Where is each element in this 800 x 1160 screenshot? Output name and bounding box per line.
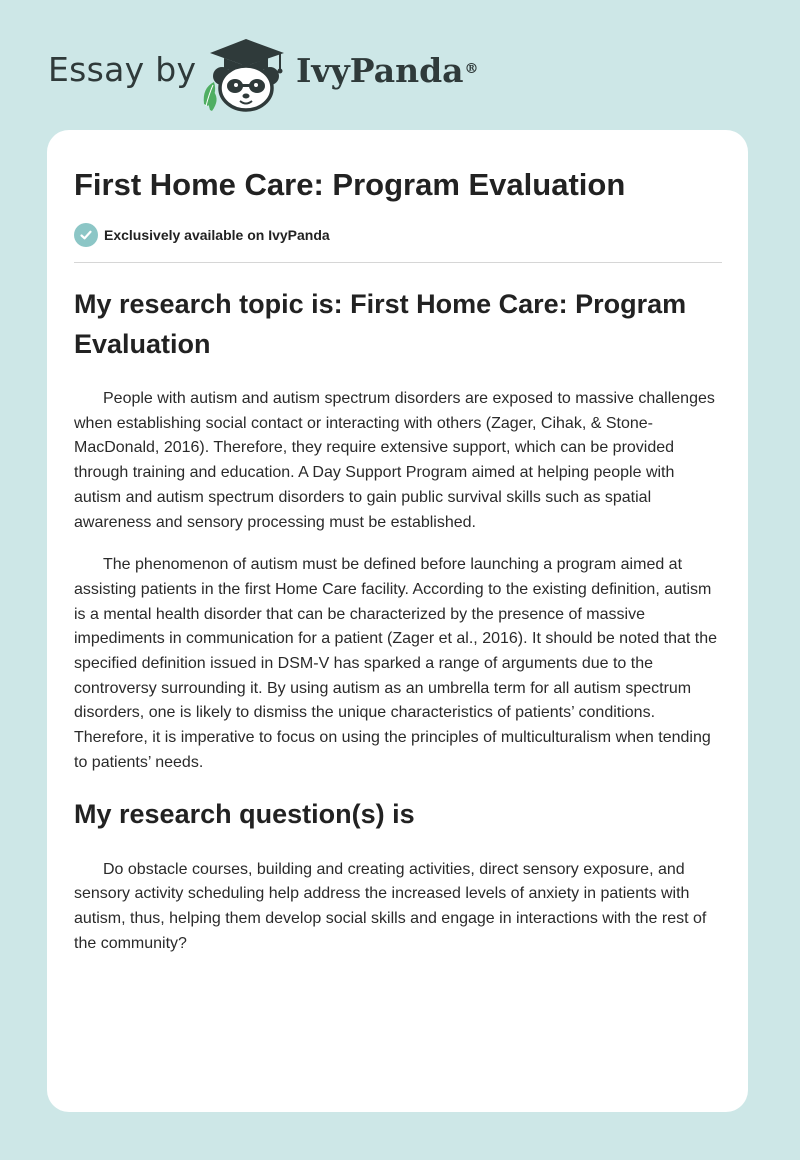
registered-mark: ® (464, 61, 479, 77)
brand-name[interactable]: IvyPanda® (296, 51, 479, 90)
page-title: First Home Care: Program Evaluation (74, 167, 626, 202)
essay-card (47, 130, 748, 1112)
essay-by-label: Essay by (48, 50, 197, 89)
divider (74, 262, 722, 263)
exclusive-badge (74, 222, 722, 248)
check-icon (74, 223, 98, 247)
paragraph: The phenomenon of autism must be defined before launching a program aimed at assisting patients in the first Home Care facility. According to the existing definition, autism is a mental health disorder that can be characterized by the presence of massive impediments in communication for a patient (Zager et al., 2016). It should be noted that the specified definition issued in DSM-V has sparked a range of arguments due to the controversy surrounding it. By using autism as an umbrella term for all autism spectrum disorders, one is likely to dismiss the unique characteristics of patients’ conditions. Therefore, it is imperative to focus on using the principles of multiculturalism when tending to patients’ needs. (74, 556, 718, 771)
site-header (0, 0, 800, 130)
section-heading-topic: My research topic is: First Home Care: Program Evaluation (74, 289, 687, 359)
section-heading-question: My research question(s) is (74, 798, 415, 829)
paragraph: Do obstacle courses, building and creating activities, direct sensory exposure, and sensory activity scheduling help address the increased levels of anxiety in patients with autism, thus, helping them develop social skills and engage in interactions with the rest of the community? (74, 860, 707, 952)
badge-text: Exclusively available on IvyPanda (104, 227, 330, 243)
panda-logo-icon[interactable] (200, 36, 292, 112)
paragraph: People with autism and autism spectrum disorders are exposed to massive challenges when establishing social contact or interacting with others (Zager, Cihak, & Stone-MacDonald, 2016). Therefore, they require extensive support, which can be provided through training and education. A Day Support Program aimed at helping people with autism and autism spectrum disorders to gain public survival skills such as spatial awareness and sensory processing must be established. (74, 390, 715, 531)
